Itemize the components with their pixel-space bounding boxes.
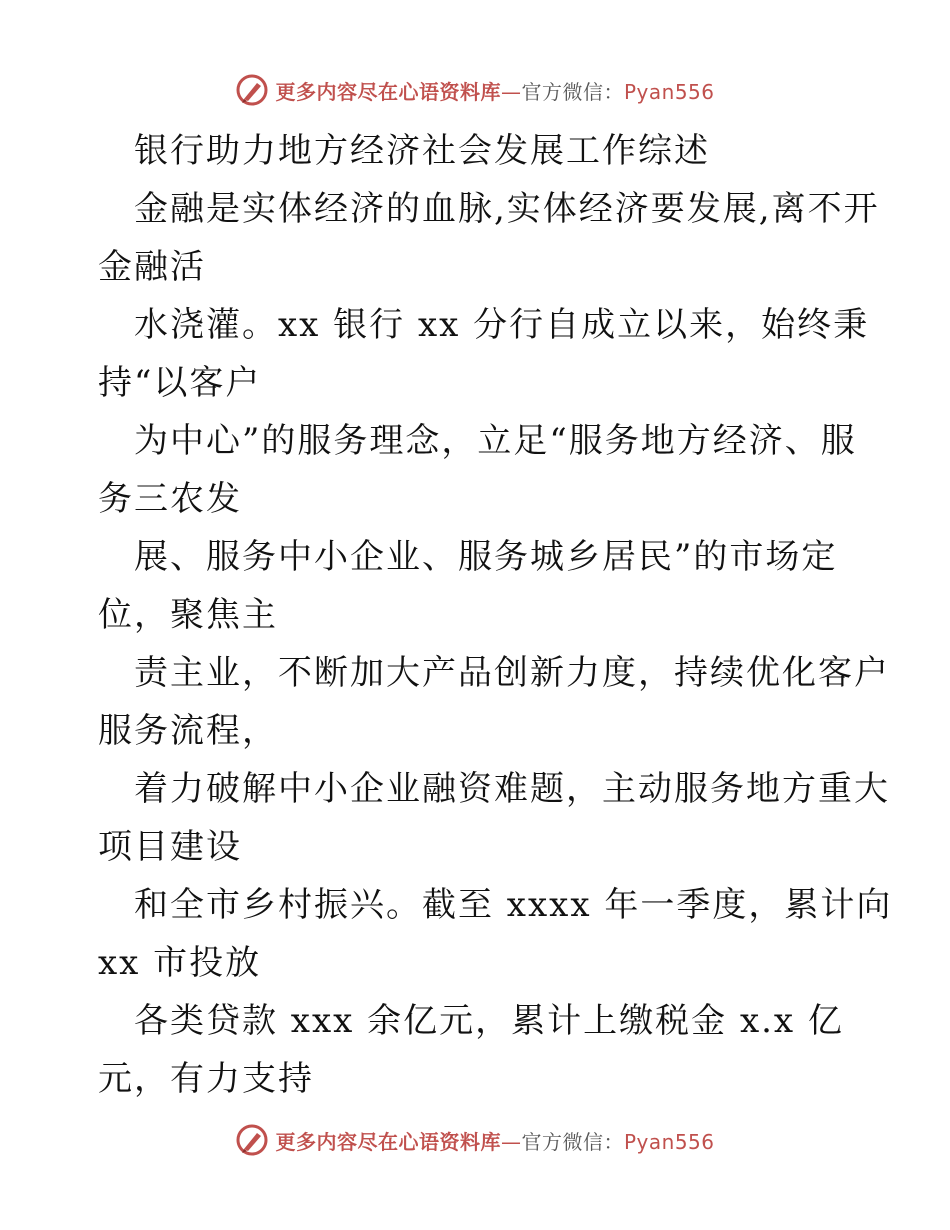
text-line: 和全市乡村振兴。截至 xxxx 年一季度，累计向 (134, 885, 893, 925)
text-line: 持“以客户 (98, 363, 262, 403)
text-line: xx 市投放 (98, 943, 262, 983)
watermark-separator: — (500, 79, 522, 104)
text-line: 务三农发 (98, 479, 242, 519)
text-line: 服务流程， (98, 711, 278, 751)
document-title: 银行助力地方经济社会发展工作综述 (134, 131, 710, 171)
watermark-brand: 更多内容尽在心语资料库 (275, 1129, 501, 1154)
text-line: 位，聚焦主 (98, 595, 278, 635)
text-line: 元，有力支持 (98, 1059, 314, 1099)
watermark-official-label: 官方微信： (521, 79, 624, 104)
text-line: 各类贷款 xxx 余亿元，累计上缴税金 x.x 亿 (134, 1001, 844, 1041)
watermark-wechat-id: Pyan556 (623, 1129, 715, 1154)
watermark-separator: — (500, 1129, 522, 1154)
footer-watermark (0, 1120, 950, 1160)
watermark-brand: 更多内容尽在心语资料库 (275, 79, 501, 104)
text-line: 着力破解中小企业融资难题，主动服务地方重大 (134, 769, 890, 809)
text-line: 为中心”的服务理念，立足“服务地方经济、服 (134, 421, 857, 461)
text-line: 展、服务中小企业、服务城乡居民”的市场定 (134, 537, 838, 577)
text-line: 金融活 (98, 247, 206, 287)
pen-logo-icon (235, 1123, 269, 1157)
text-line: 责主业，不断加大产品创新力度，持续优化客户 (134, 653, 890, 693)
text-line: 项目建设 (98, 827, 242, 867)
watermark-official-label: 官方微信： (521, 1129, 624, 1154)
watermark-wechat-id: Pyan556 (623, 79, 715, 104)
text-line: 水浇灌。xx 银行 xx 分行自成立以来，始终秉 (134, 305, 870, 345)
header-watermark (0, 70, 950, 110)
pen-logo-icon (235, 73, 269, 107)
document-body (98, 122, 893, 1108)
text-line: 金融是实体经济的血脉,实体经济要发展,离不开 (134, 189, 880, 229)
